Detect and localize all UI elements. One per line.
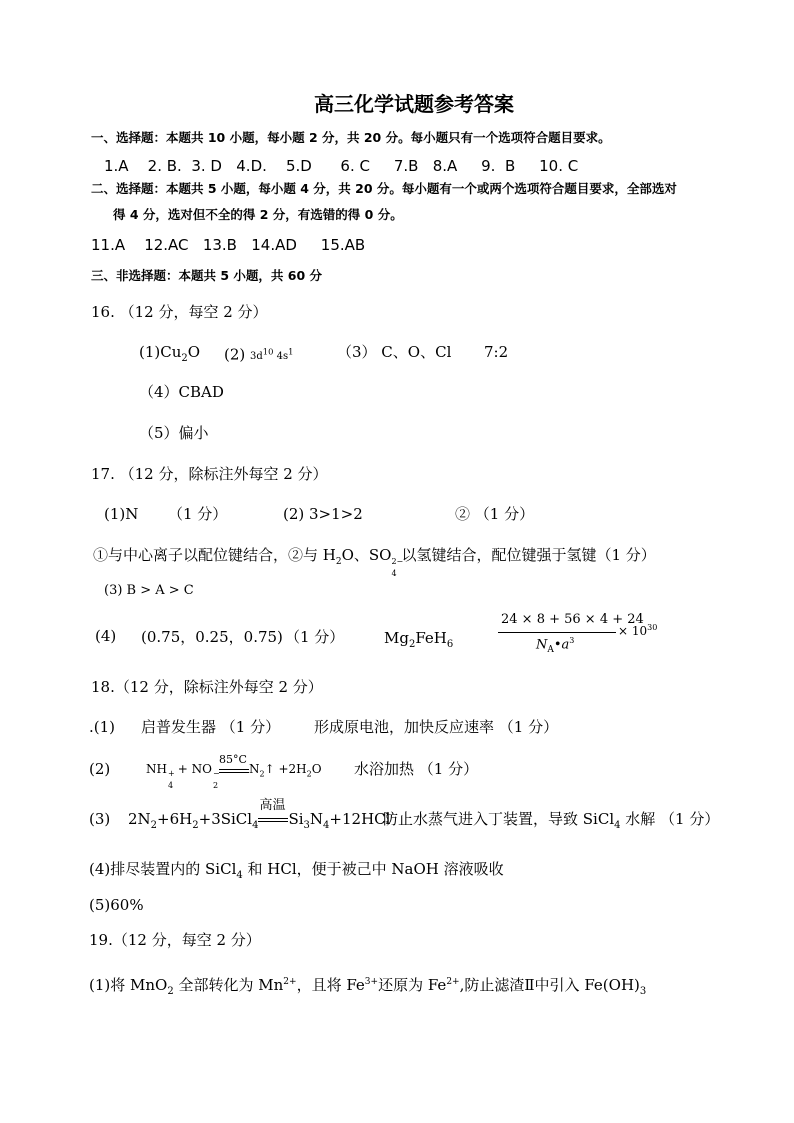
q18-part3-equation: $2N_2+6H_2+3SiCl_4$ 高温 $Si_3N_4+12HCl$	[128, 798, 391, 831]
q17-part2-explanation: ①与中心离子以配位键结合，②与 $H_2O$、SO 2− 4 以氢键结合，配位键强于氢键（1 分）	[93, 546, 656, 578]
q17-part4-formula: $Mg_2FeH_6$	[384, 629, 454, 650]
reaction-condition-high-temp: 高温	[259, 798, 286, 813]
q18-header: 18.（12 分，除标注外每空 2 分）	[91, 678, 323, 696]
q18-part2-equation: NH + 4 + NO − 2 85°C $N_2↑ +2H_2O$	[146, 759, 322, 784]
reaction-condition: 85°C	[219, 752, 247, 766]
q17-header: 17. （12 分，除标注外每空 2 分）	[91, 465, 328, 483]
q17-part3: (3) B > A > C	[104, 583, 194, 598]
q17-part2: (2) 3>1>2	[283, 505, 363, 523]
q17-part4-label: (4)	[95, 627, 117, 645]
q18-part5: (5)60%	[89, 896, 144, 914]
q18-part3-b: 防止水蒸气进入丁装置，导致 SiCl$_4$ 水解 （1 分）	[383, 810, 720, 831]
q18-part3-label: (3)	[89, 810, 111, 828]
page-title: 高三化学试题参考答案	[314, 92, 514, 116]
q17-part1-score: （1 分）	[168, 505, 228, 523]
q17-part4-score: （1 分）	[285, 628, 345, 646]
q18-part1-label: .(1)	[89, 718, 116, 736]
q16-part5: （5）偏小	[139, 424, 209, 442]
fraction-denominator: $N_A•a^3$	[536, 636, 575, 655]
q17-part2-answer: ② （1 分）	[455, 505, 535, 523]
q16-part3: （3） C、O、Cl	[337, 343, 452, 361]
fraction-numerator: 24 × 8 + 56 × 4 + 24	[501, 612, 644, 627]
q17-part1: (1)N	[104, 505, 139, 523]
fraction-bar	[498, 632, 616, 633]
section1-answers: 1.A 2. B. 3. D 4.D. 5.D 6. C 7.B 8.A 9. B 10. C	[104, 157, 579, 175]
q16-part1: $(1)Cu_2O$	[139, 343, 201, 364]
q18-part2-label: (2)	[89, 760, 111, 778]
q16-header: 16. （12 分，每空 2 分）	[91, 303, 268, 321]
section3-heading: 三、非选择题：本题共 5 小题，共 60 分	[91, 268, 323, 283]
q18-part2-b: 水浴加热 （1 分）	[354, 760, 479, 778]
q18-part1-b: 形成原电池，加快反应速率 （1 分）	[314, 718, 559, 736]
fraction-multiplier: × $10^{30}$	[618, 623, 658, 638]
q17-density-fraction	[498, 612, 658, 658]
q19-header: 19.（12 分，每空 2 分）	[89, 931, 261, 949]
q16-part4: （4）CBAD	[139, 383, 224, 401]
q18-part1-a: 启普发生器 （1 分）	[141, 718, 281, 736]
section2-answers: 11.A 12.AC 13.B 14.AD 15.AB	[91, 236, 366, 254]
section2-heading-line1: 二、选择题：本题共 5 小题，每小题 4 分，共 20 分。每小题有一个或两个选项符合题目要求，全部选对	[91, 181, 677, 196]
q18-part4: (4)排尽装置内的 SiCl$_4$ 和 HCl，便于被己中 NaOH 溶液吸收	[89, 860, 504, 881]
q19-part1: (1)将 MnO$_2$ 全部转化为 $Mn^{2+}$，且将 $Fe^{3+}$还原为 $Fe^{2+}$,防止滤渣Ⅱ中引入 $Fe(OH)_3$	[89, 976, 647, 997]
q16-part2: (2) $3d^{10}$ $4s^1$	[224, 345, 294, 364]
q17-part4-coord: (0.75，0.25，0.75)	[141, 628, 283, 646]
section1-heading: 一、选择题：本题共 10 小题，每小题 2 分，共 20 分。每小题只有一个选项符合题目要求。	[91, 130, 611, 145]
q16-part3-ratio: 7:2	[484, 343, 509, 361]
section2-heading-line2: 得 4 分，选对但不全的得 2 分，有选错的得 0 分。	[113, 207, 403, 222]
